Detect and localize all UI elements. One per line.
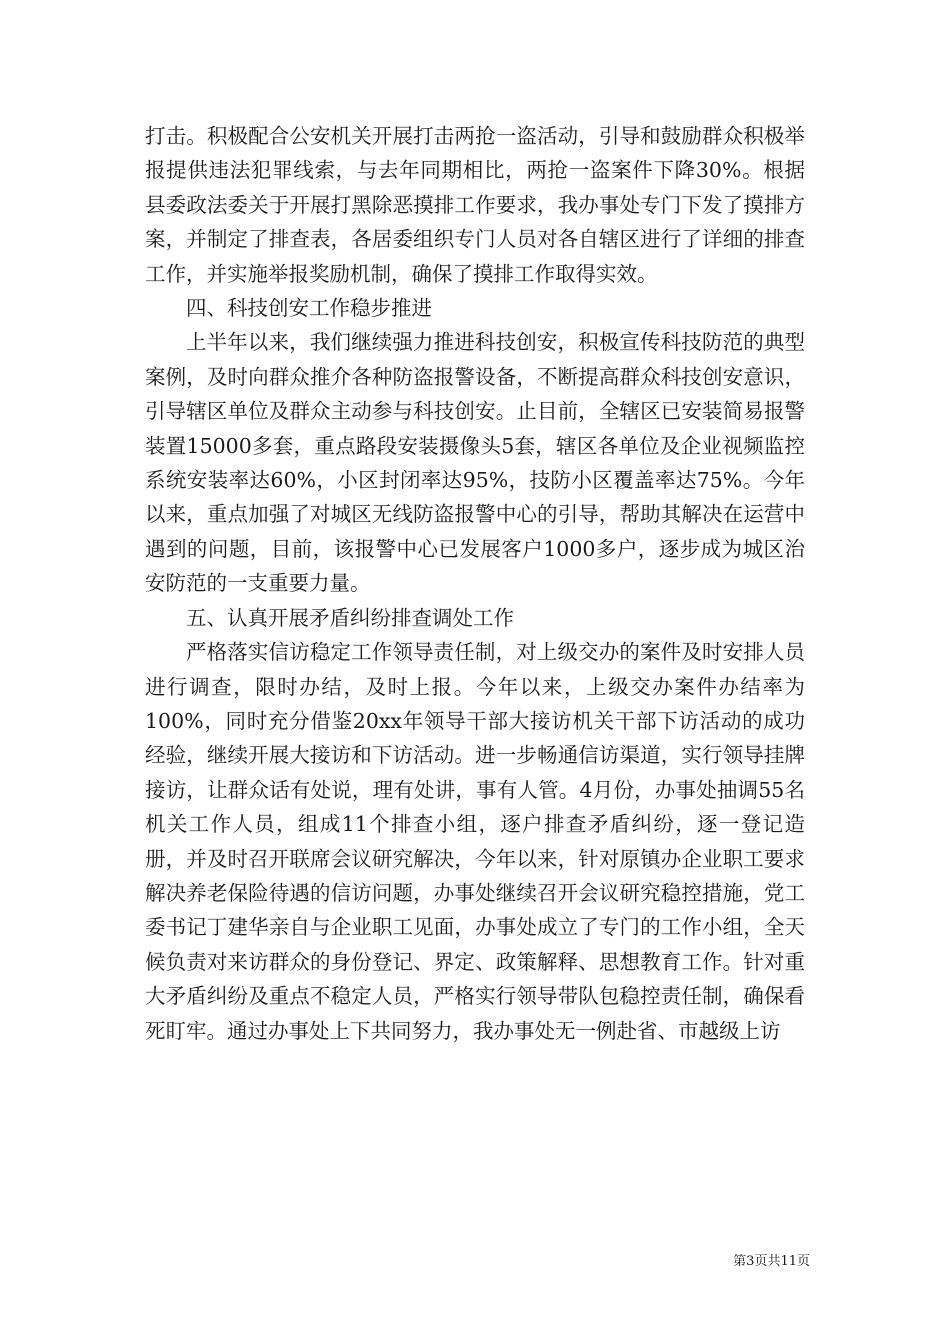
page-number: 第3页共11页: [733, 1254, 810, 1269]
paragraph-tech-security: 上半年以来，我们继续强力推进科技创安，积极宣传科技防范的典型案例，及时向群众推介各种防盗报警设备，不断提高群众科技创安意识，引导辖区单位及群众主动参与科技创安。止目前，全辖区已安装简易报警装置15000多套，重点路段安装摄像头5套，辖区各单位及企业视频监控系统安装率达60%，小区封闭率达95%，技防小区覆盖率达75%。今年以来，重点加强了对城区无线防盗报警中心的引导，帮助其解决在运营中遇到的问题，目前，该报警中心已发展客户1000多户，逐步成为城区治安防范的一支重要力量。: [145, 330, 805, 596]
section-heading-4: 四、科技创安工作稳步推进: [186, 296, 432, 321]
paragraph-dispute-handling: 严格落实信访稳定工作领导责任制，对上级交办的案件及时安排人员进行调查，限时办结，及时上报。今年以来，上级交办案件办结率为100%，同时充分借鉴20xx年领导干部大接访机关干部下访活动的成功经验，继续开展大接访和下访活动。进一步畅通信访渠道，实行领导挂牌接访，让群众话有处说，理有处讲，事有人管。4月份，办事处抽调55名机关工作人员，组成11个排查小组，逐户排查矛盾纠纷，逐一登记造册，并及时召开联席会议研究解决，今年以来，针对原镇办企业职工要求解决养老保险待遇的信访问题，办事处继续召开会议研究稳控措施，党工委书记丁建华亲自与企业职工见面，办事处成立了专门的工作小组，全天候负责对来访群众的身份登记、界定、政策解释、思想教育工作。针对重大矛盾纠纷及重点不稳定人员，严格实行领导带队包稳控责任制，确保看死盯牢。通过办事处上下共同努力，我办事处无一例赴省、市越级上访: [145, 640, 805, 1043]
document-body: [145, 119, 805, 1048]
section-heading-5: 五、认真开展矛盾纠纷排查调处工作: [186, 605, 514, 630]
paragraph-continuation: 打击。积极配合公安机关开展打击两抢一盗活动，引导和鼓励群众积极举报提供违法犯罪线索，与去年同期相比，两抢一盗案件下降30%。根据县委政法委关于开展打黑除恶摸排工作要求，我办事处专门下发了摸排方案，并制定了排查表，各居委组织专门人员对各自辖区进行了详细的排查工作，并实施举报奖励机制，确保了摸排工作取得实效。: [145, 124, 805, 286]
